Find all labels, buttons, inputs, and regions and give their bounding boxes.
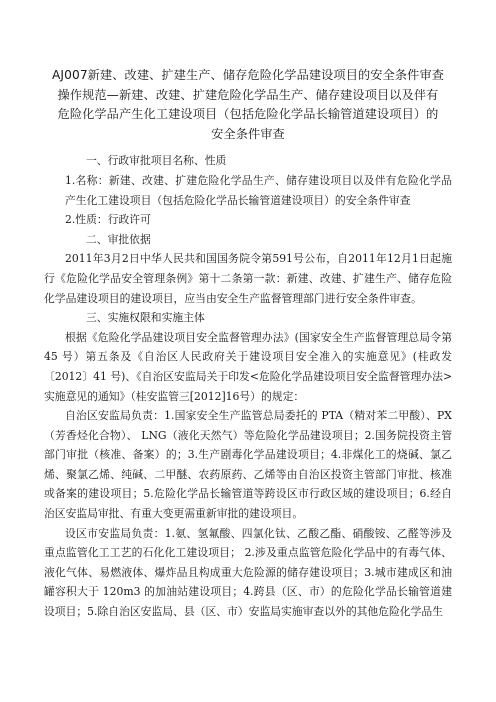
section-heading: 一、行政审批项目名称、性质 bbox=[86, 154, 227, 168]
title-line: 操作规范—新建、改建、扩建危险化学品生产、储存建设项目以及伴有 bbox=[57, 87, 439, 102]
title-line: AJ007新建、改建、扩建生产、储存危险化学品建设项目的安全条件审查 bbox=[51, 68, 445, 82]
paragraph: 2011年3月2日中华人民共和国国务院令第591号公布，自2011年12月1日起施行《危险化学品安全管理条例》第十二条第一款：新建、改建、扩建生产、储存危险化学品建设项目的建设项目，应当由安全生产监督管理部门进行安全条件审查。 bbox=[44, 252, 452, 305]
document-body bbox=[44, 151, 452, 621]
paragraph: 设区市安监局负责：1.氨、氢氟酸、四氯化钛、乙酸乙酯、硝酸铵、乙醛等涉及重点监管化工工艺的石化化工建设项目； 2.涉及重点监管危险化学品中的有毒气体、液化气体、易燃液体、爆炸品且构成重大危险源的储存建设项目；3.城市建成区和油罐容积大于 120m3 的加油站建设项目；4.跨县（区、市）的危险化学品长输管道建设项目；5.除自治区安监局、县（区、市）安监局实施审查以外的其他危险化学品生 bbox=[44, 526, 452, 619]
paragraph: 根据《危险化学品建设项目安全监督管理办法》(国家安全生产监督管理总局令第 45 号）第五条及《自治区人民政府关于建设项目安全准入的实施意见》(桂政发〔2012〕41 号)、《自治区安监局关于印发<危险化学品建设项目安全监督管理办法>实施意见的通知》（桂安监管三[2012]16号）的规定： bbox=[44, 330, 452, 403]
paragraph: 1.名称：新建、改建、扩建危险化学品生产、储存建设项目以及伴有危险化学品产生化工建设项目（包括危险化学品长输管道建设项目）的安全条件审查 bbox=[65, 173, 452, 207]
section-heading: 二、审批依据 bbox=[86, 232, 151, 246]
paragraph: 2.性质：行政许可 bbox=[65, 213, 151, 227]
title-line: 安全条件审查 bbox=[211, 126, 285, 141]
section-heading: 三、实施权限和实施主体 bbox=[86, 311, 205, 325]
title-line: 危险化学品产生化工建设项目（包括危险化学品长输管道建设项目）的 bbox=[57, 107, 439, 122]
document-title bbox=[44, 66, 452, 144]
paragraph: 自治区安监局负责：1.国家安全生产监管总局委托的 PTA（精对苯二甲酸）、PX（芳香烃化合物）、 LNG（液化天然气）等危险化学品建设项目；2.国务院投资主管部门审批（核准、备案）的；3.生产剧毒化学品建设项目；4.非煤化工的烧碱、氯乙烯、聚氯乙烯、纯碱、二甲醚、农药原药、乙烯等由自治区投资主管部门审批、核准或备案的建设项目；5.危险化学品长输管道等跨设区市行政区域的建设项目；6.经自治区安监局审批、有重大变更需重新审批的建设项目。 bbox=[44, 409, 452, 521]
